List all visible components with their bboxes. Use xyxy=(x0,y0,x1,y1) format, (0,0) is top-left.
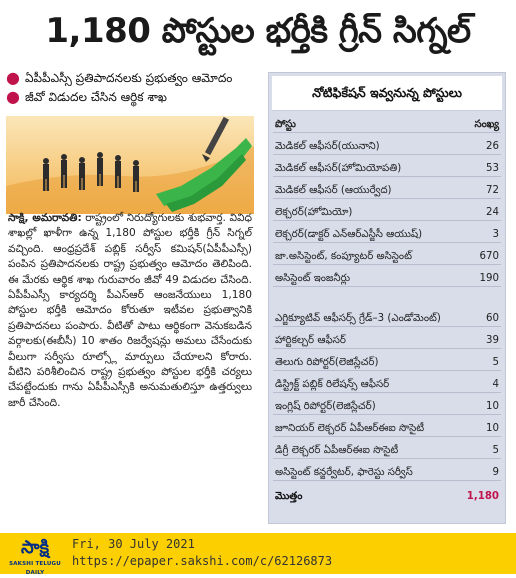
post-name: లెక్చరర్(హోమియో) xyxy=(275,207,353,218)
post-name: ఎగ్జిక్యూటివ్ ఆఫీసర్స్ గ్రేడ్–3 (ఎండోమెంట్) xyxy=(275,313,441,324)
table-row xyxy=(273,177,501,199)
table-row xyxy=(273,133,501,155)
table-row xyxy=(273,393,501,415)
post-count: 10 xyxy=(486,401,499,412)
edition-date: Fri, 30 July 2021 xyxy=(72,537,195,551)
table-row xyxy=(273,287,501,327)
headline: 1,180 పోస్టుల భర్తీకి గ్రీన్ సిగ్నల్ xyxy=(45,11,471,51)
highlight-text: జీవో విడుదల చేసిన ఆర్థిక శాఖ xyxy=(24,90,167,104)
bullet-dot-icon: ● xyxy=(6,68,20,87)
post-count: 60 xyxy=(486,313,499,324)
post-count: 5 xyxy=(492,357,499,368)
post-count: 4 xyxy=(492,379,499,390)
article-dateline: సాక్షి, అమరావతి: xyxy=(8,212,82,224)
post-name: మెడికల్ ఆఫీసర్ (ఆయుర్వేద) xyxy=(275,185,392,196)
post-count: 72 xyxy=(486,185,499,196)
header-count: సంఖ్య xyxy=(474,119,499,130)
table-row xyxy=(273,221,501,243)
logo-subtitle: SAKSHI TELUGU DAILY xyxy=(9,561,61,576)
table-row xyxy=(273,243,501,265)
post-name: డిస్ట్రిక్ట్ పబ్లిక్ రిలేషన్స్ ఆఫీసర్ xyxy=(275,379,390,390)
table-total-row xyxy=(273,481,501,504)
header-post: పోస్టు xyxy=(275,119,296,130)
posts-table xyxy=(268,72,506,524)
table-row xyxy=(273,349,501,371)
post-count: 670 xyxy=(479,251,499,262)
article-body xyxy=(8,211,252,411)
highlight-item xyxy=(6,70,238,87)
post-name: మెడికల్ ఆఫీసర్(హోమియోపతి) xyxy=(275,163,402,174)
table-row xyxy=(273,415,501,437)
post-count: 53 xyxy=(486,163,499,174)
post-name: తెలుగు రిపోర్టర్(లెజిస్లేచర్) xyxy=(275,357,379,368)
table-row xyxy=(273,155,501,177)
table-title: నోటిఫికేషన్ ఇవ్వనున్న పోస్టులు xyxy=(272,76,502,111)
post-count: 9 xyxy=(492,467,499,478)
bullet-dot-icon: ● xyxy=(6,87,20,106)
post-name: అసిస్టెంట్ ఇంజనీర్లు xyxy=(275,273,351,284)
table-header-row xyxy=(273,111,501,133)
post-count: 26 xyxy=(486,141,499,152)
table-row xyxy=(273,437,501,459)
highlight-text: ఏపీపీఎస్సీ ప్రతిపాదనలకు ప్రభుత్వం ఆమోదం xyxy=(24,71,233,85)
post-name: హార్టికల్చర్ ఆఫీసర్ xyxy=(275,335,346,346)
table-row xyxy=(273,327,501,349)
total-value: 1,180 xyxy=(466,491,499,502)
article-text: రాష్ట్రంలో నిరుద్యోగులకు శుభవార్త. వివిధ శాఖల్లో ఖాళీగా ఉన్న 1,180 పోస్టుల భర్తీకి గ్రీన్ సిగ్నల్ వచ్చింది. ఆంధ్రప్రదేశ్ పబ్లిక్ సర్వీస్ కమిషన్(ఏపీపీఎస్సీ) పంపిన ప్రతిపాదనలకు రాష్ట్ర ప్రభుత్వం ఆమోదం తెలిపింది. ఈ మేరకు ఆర్థిక శాఖ గురువారం జీవో 49 విడుదల చేసింది. ఏపీపీఎస్సీ కార్యదర్శి పీఎస్ఆర్ ఆంజనేయులు 1,180 పోస్టుల భర్తీకి ఆమోదం కోరుతూ ఇటీవల ప్రభుత్వానికి ప్రతిపాదనలు పంపారు. వీటితో పాటు ఆర్థికంగా వెనుకబడిన వర్గాలకు(ఈబీసీ) 10 శాతం రిజర్వేషన్లు అమలు చేసేందుకు వీలుగా సర్వీసు రూల్స్లో మార్పులు చేయాలని కోరారు. వీటిని పరిశీలించిన రాష్ట్ర ప్రభుత్వం పోస్టుల భర్తీకి చర్యలు చేపట్టేందుకు గాను ఏపీపీఎస్సీకి అనుమతులిస్తూ ఉత్తర్వులు జారీ చేసింది. xyxy=(8,212,253,409)
post-name: లెక్చరర్(డాక్టర్ ఎన్ఆర్ఎస్జీసీ ఆయుష్) xyxy=(275,229,423,240)
post-count: 5 xyxy=(492,445,499,456)
post-name: డిగ్రీ లెక్చరర్ ఏపీఆర్ఈఐ సొసైటీ xyxy=(275,445,399,456)
post-count: 24 xyxy=(486,207,499,218)
table-row xyxy=(273,265,501,287)
post-count: 190 xyxy=(479,273,499,284)
footer-bar xyxy=(0,533,516,574)
post-count: 39 xyxy=(486,335,499,346)
post-count: 3 xyxy=(492,229,499,240)
post-count: 10 xyxy=(486,423,499,434)
sakshi-logo[interactable] xyxy=(6,536,64,576)
highlight-item xyxy=(6,89,238,106)
logo-wordmark: సాక్షి xyxy=(21,537,49,558)
epaper-link[interactable]: https://epaper.sakshi.com/c/62126873 xyxy=(72,554,333,568)
total-label: మొత్తం xyxy=(275,491,303,502)
post-name: జూనియర్ లెక్చరర్ ఏపీఆర్ఈఐ సొసైటీ xyxy=(275,423,425,434)
post-name: జా.అసిస్టెంట్, కంప్యూటర్ అసిస్టెంట్ xyxy=(275,251,412,262)
job-seekers-illustration xyxy=(6,116,254,214)
post-name: మెడికల్ ఆఫీసర్(యునాని) xyxy=(275,141,380,152)
table-row xyxy=(273,371,501,393)
table-row xyxy=(273,459,501,481)
highlights xyxy=(6,70,238,108)
table-row xyxy=(273,199,501,221)
post-name: అసిస్టెంట్ కన్జర్వేటర్, ఫారెస్టు సర్వీస్ xyxy=(275,467,413,478)
post-name: ఇంగ్లిష్ రిపోర్టర్(లెజిస్లేచర్) xyxy=(275,401,376,412)
